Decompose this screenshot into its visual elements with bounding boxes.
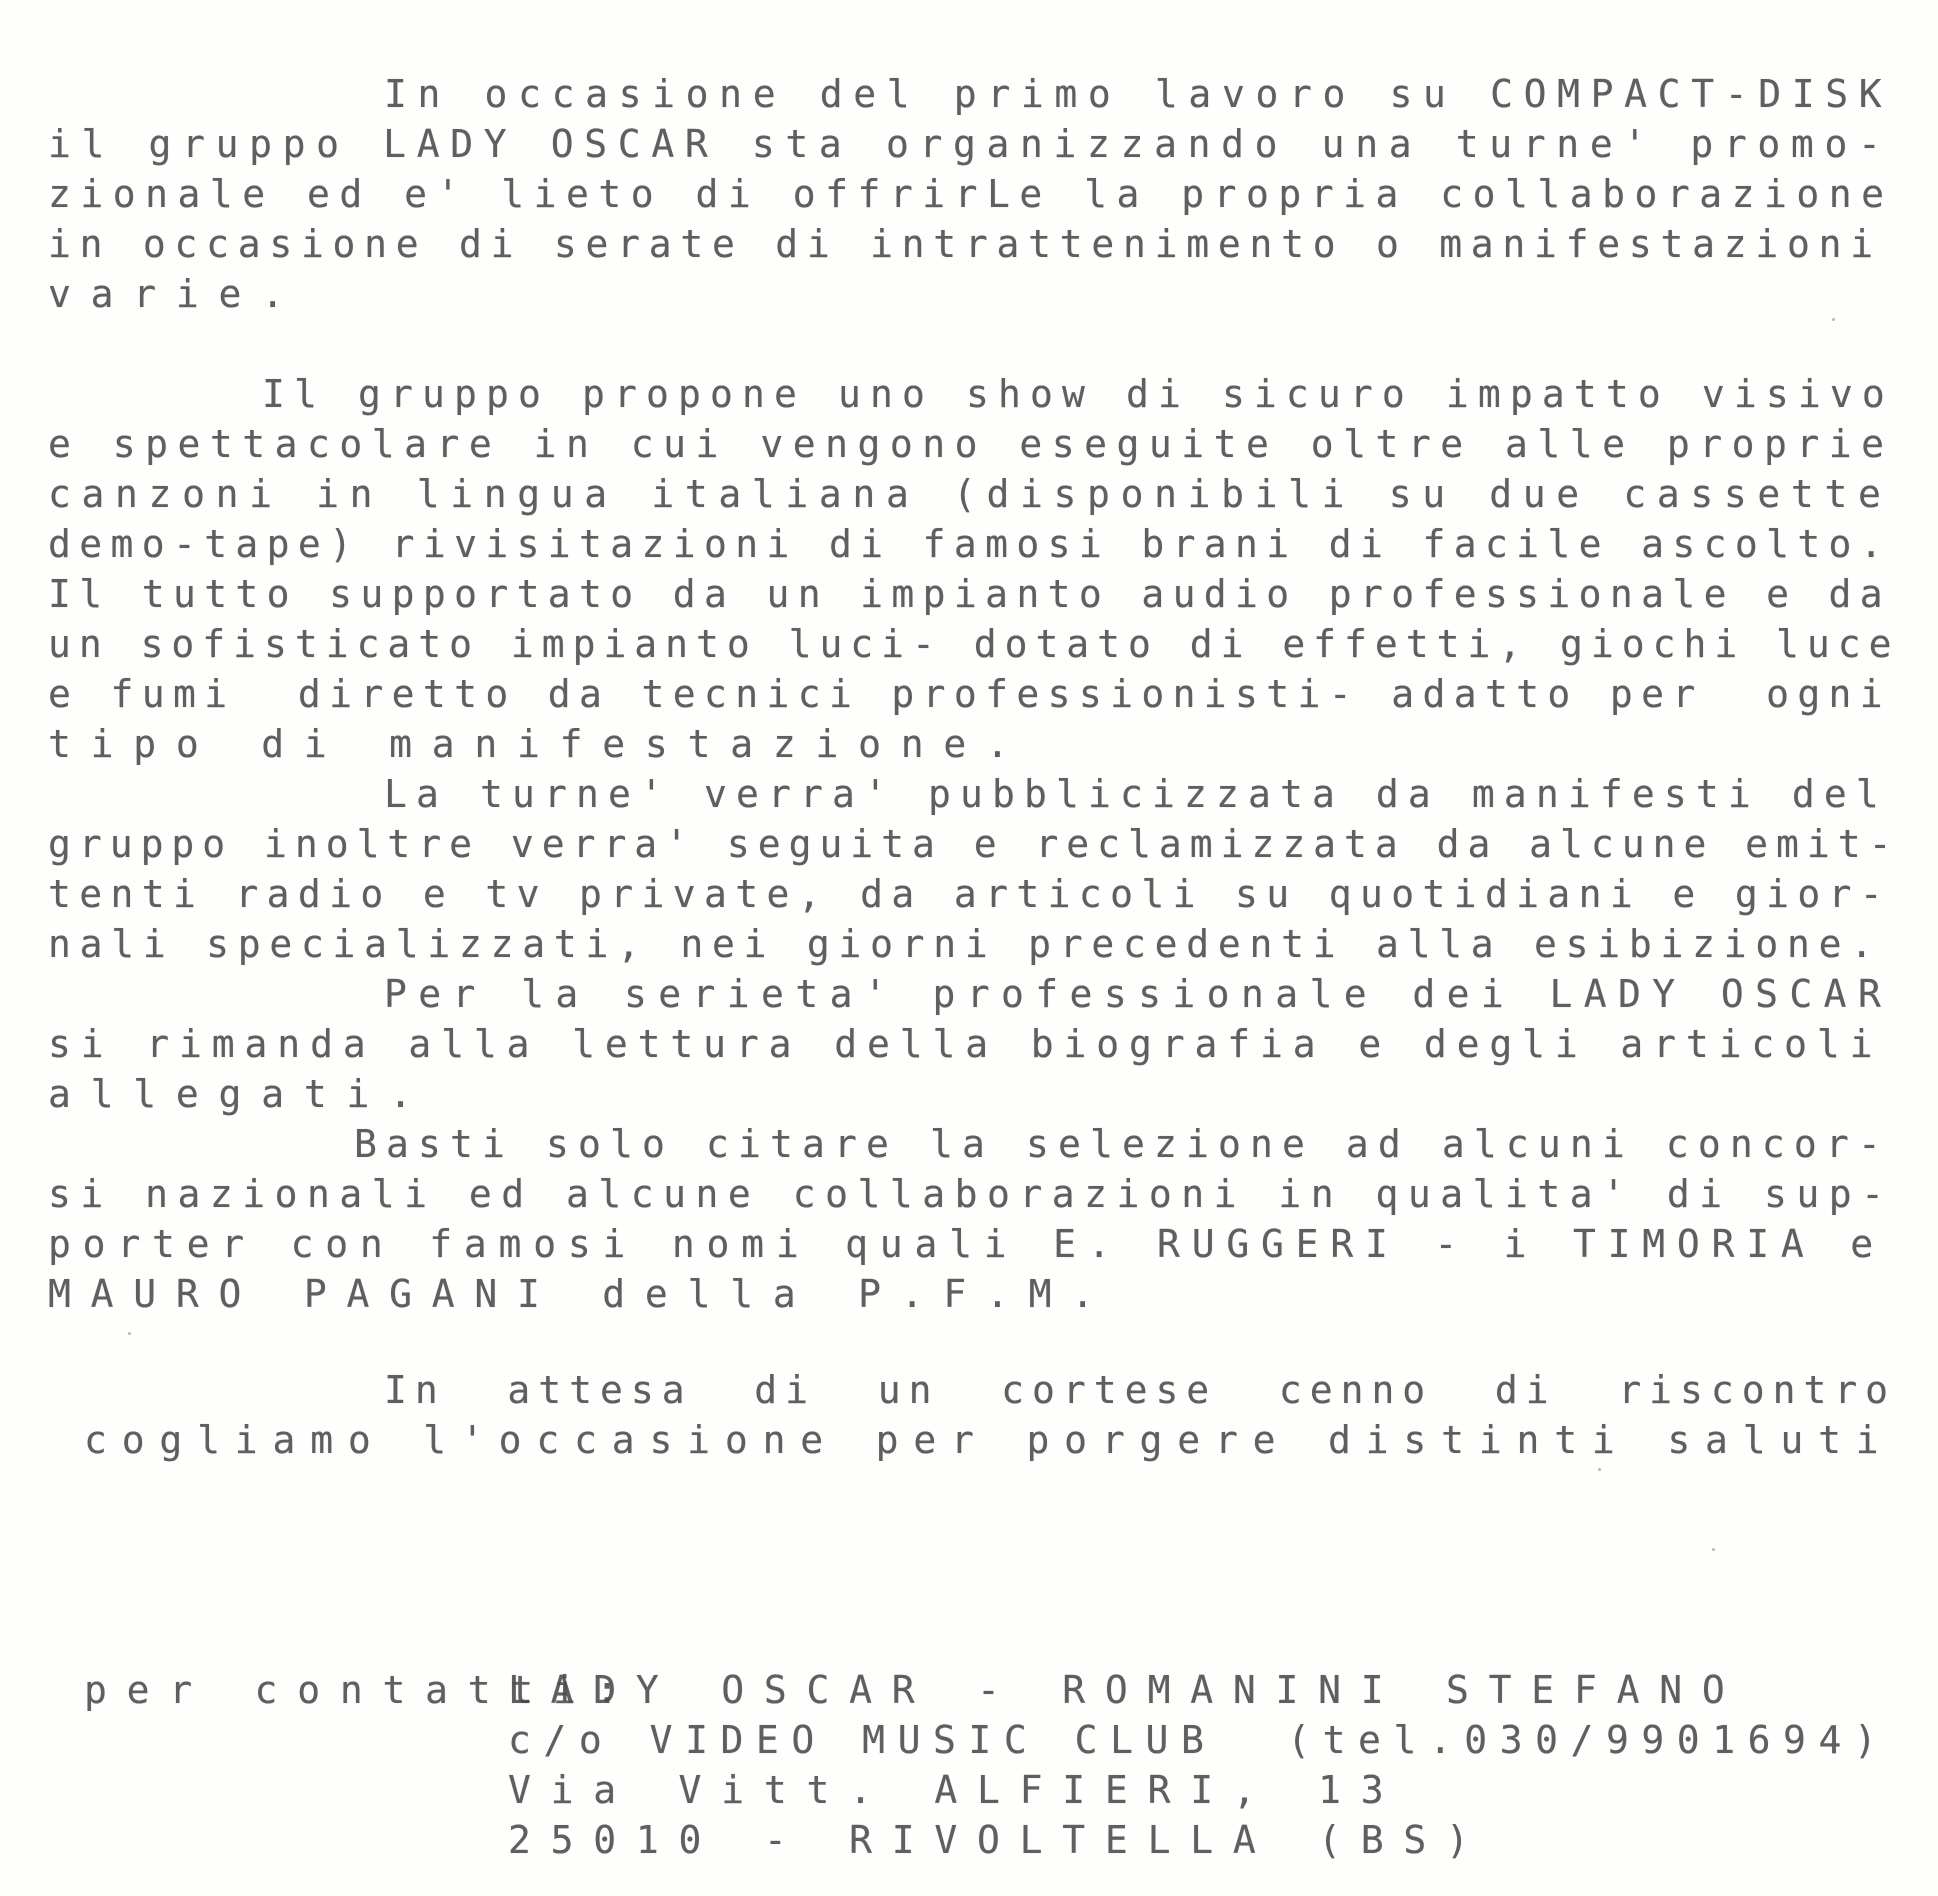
- paper-speck: [128, 1332, 131, 1335]
- letter-line: e spettacolare in cui vengono eseguite oltre alle proprie: [48, 422, 1894, 466]
- letter-line: allegati.: [48, 1072, 432, 1116]
- letter-line: si rimanda alla lettura della biografia e degli articoli: [48, 1022, 1883, 1066]
- letter-line: In occasione del primo lavoro su COMPACT-DISK: [384, 72, 1893, 116]
- letter-line: il gruppo LADY OSCAR sta organizzando una turne' promo-: [48, 122, 1892, 166]
- letter-line: tenti radio e tv private, da articoli su quotidiani e gior-: [48, 872, 1892, 916]
- letter-line: Per la serieta' professionale dei LADY OSCAR: [384, 972, 1893, 1016]
- letter-line: La turne' verra' pubblicizzata da manifesti del: [384, 772, 1888, 816]
- paper-speck: [1832, 318, 1835, 321]
- letter-line: zionale ed e' lieto di offrirLe la propria collaborazione: [48, 172, 1894, 216]
- contacts-street: Via Vitt. ALFIERI, 13: [508, 1768, 1404, 1812]
- closing-line: In attesa di un cortese cenno di riscontro: [384, 1368, 1897, 1412]
- letter-line: un sofisticato impianto luci- dotato di effetti, giochi luce: [48, 622, 1900, 666]
- contacts-city: 25010 - RIVOLTELLA (BS): [508, 1818, 1489, 1862]
- letter-line: Il gruppo propone uno show di sicuro impatto visivo: [262, 372, 1894, 416]
- letter-line: demo-tape) rivisitazioni di famosi brani di facile ascolto.: [48, 522, 1892, 566]
- closing-line: cogliamo l'occasione per porgere distinti saluti: [84, 1418, 1894, 1462]
- paper-speck: [1598, 1468, 1601, 1471]
- letter-line: Basti solo citare la selezione ad alcuni concor-: [354, 1122, 1890, 1166]
- letter-line: e fumi diretto da tecnici professionisti- adatto per ogni: [48, 672, 1892, 716]
- letter-line: in occasione di serate di intrattenimento o manifestazioni: [48, 222, 1882, 266]
- contacts-care-of: c/o VIDEO MUSIC CLUB (tel.030/9901694): [508, 1718, 1890, 1762]
- letter-line: MAURO PAGANI della P.F.M.: [48, 1272, 1114, 1316]
- letter-line: gruppo inoltre verra' seguita e reclamizzata da alcune emit-: [48, 822, 1900, 866]
- letter-line: varie.: [48, 272, 304, 316]
- contacts-label: per contatti:: [84, 1668, 639, 1712]
- letter-line: nali specializzati, nei giorni precedenti alla esibizione.: [48, 922, 1882, 966]
- letter-line: Il tutto supportato da un impianto audio professionale e da: [48, 572, 1892, 616]
- letter-line: tipo di manifestazione.: [48, 722, 1029, 766]
- paper-speck: [1712, 1548, 1715, 1551]
- letter-line: canzoni in lingua italiana (disponibili su due cassette: [48, 472, 1892, 516]
- letter-line: si nazionali ed alcune collaborazioni in qualita' di sup-: [48, 1172, 1894, 1216]
- contacts-name: LADY OSCAR - ROMANINI STEFANO: [508, 1668, 1745, 1712]
- letter-line: porter con famosi nomi quali E. RUGGERI - i TIMORIA e: [48, 1222, 1885, 1266]
